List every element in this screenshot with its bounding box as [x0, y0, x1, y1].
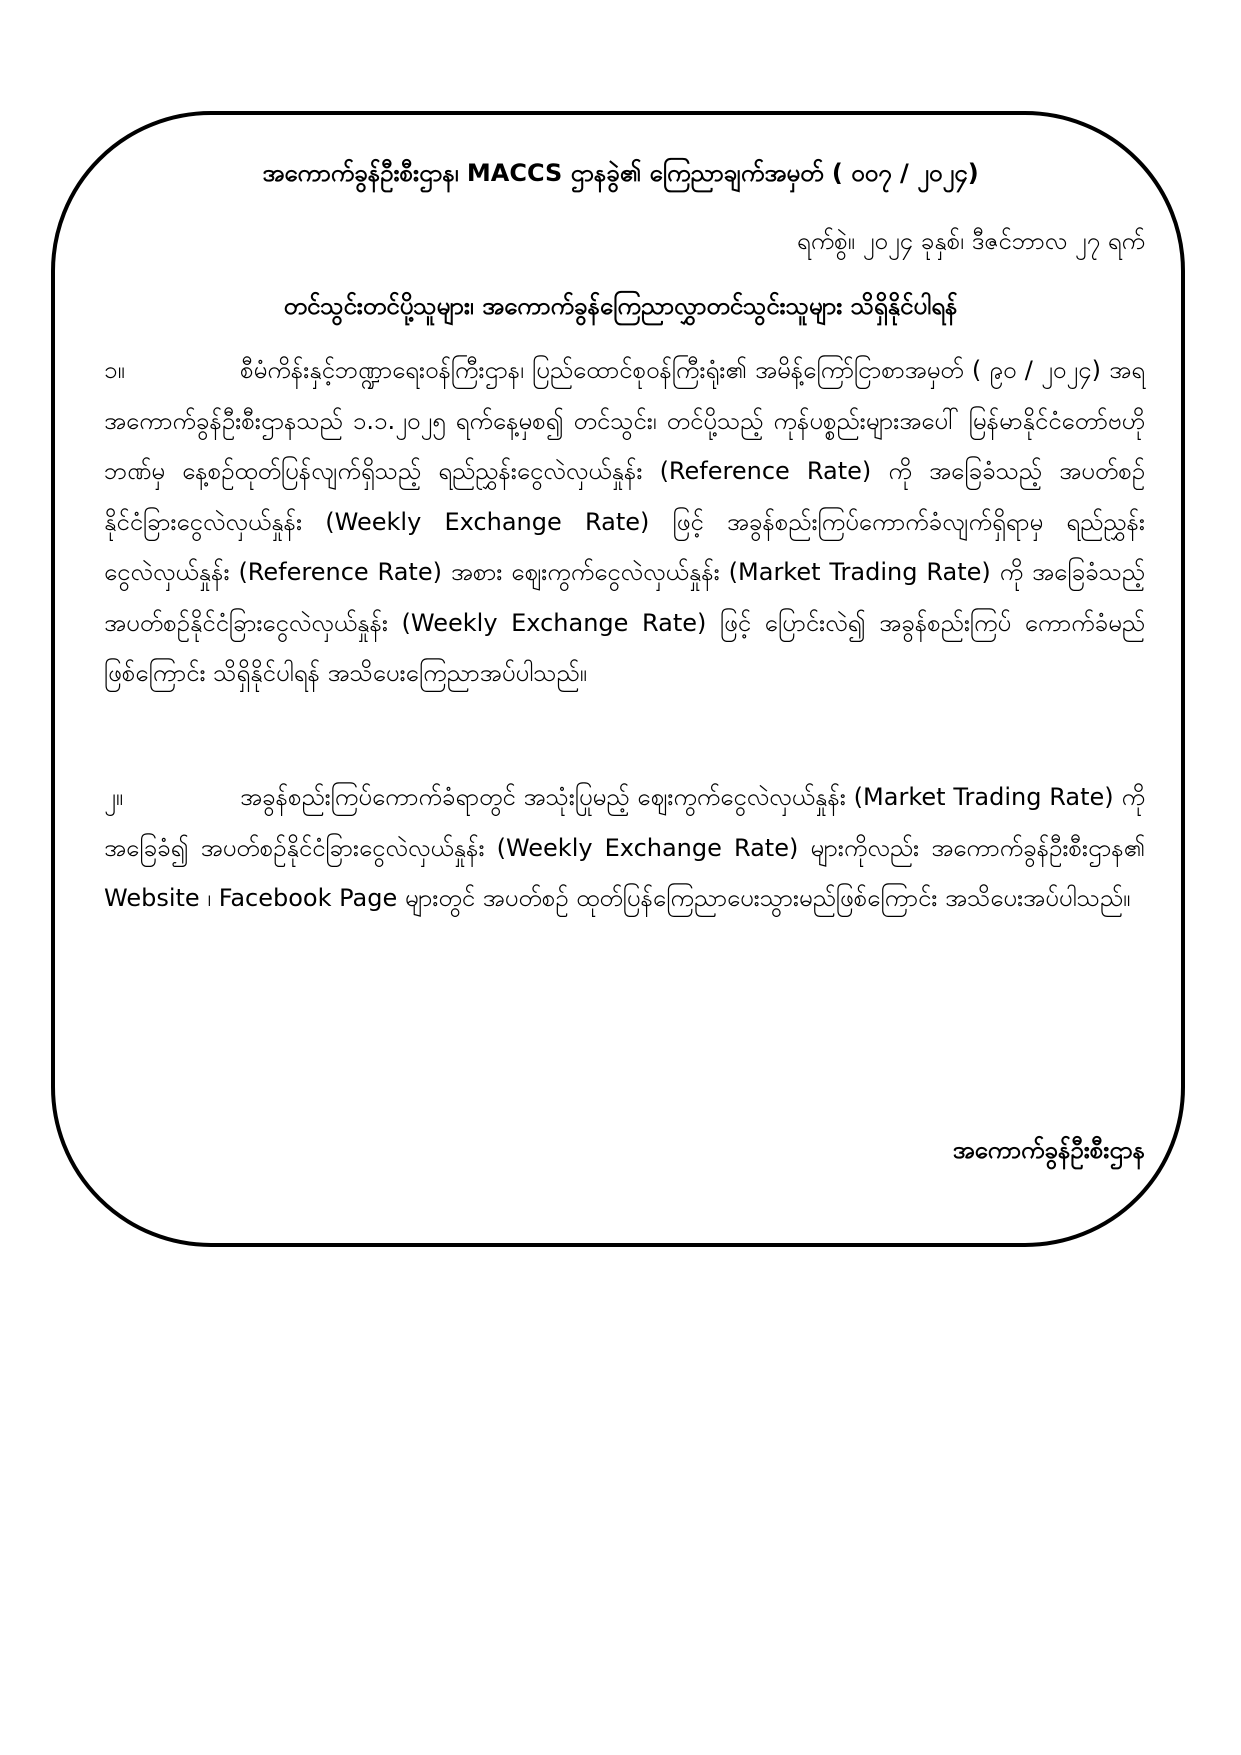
signature: အကောက်ခွန်ဦးစီးဌာန — [952, 1136, 1145, 1164]
paragraph-text: စီမံကိန်းနှင့်ဘဏ္ဍာရေးဝန်ကြီးဌာန၊ ပြည်ထောင်စုဝန်ကြီးရုံး၏ အမိန့်ကြော်ငြာစာအမှတ် ( ၉၀ / ၂၀၂၄) အရ အကောက်ခွန်ဦးစီးဌာနသည် ၁.၁.၂၀၂၅ ရက်နေ့မှစ၍ တင်သွင်း၊ တင်ပို့သည့် ကုန်ပစ္စည်းများအပေါ် မြန်မာနိုင်ငံတော်ဗဟိုဘဏ်မှ နေ့စဉ်ထုတ်ပြန်လျက်ရှိသည့် ရည်ညွှန်းငွေလဲလှယ်နှုန်း (Reference Rate) ကို အခြေခံသည့် အပတ်စဉ်နိုင်ငံခြားငွေလဲလှယ်နှုန်း (Weekly Exchange Rate) ဖြင့် အခွန်စည်းကြပ်ကောက်ခံလျက်ရှိရာမှ ရည်ညွှန်းငွေလဲလှယ်နှုန်း (Reference Rate) အစား ဈေးကွက်ငွေလဲလှယ်နှုန်း (Market Trading Rate) ကို အခြေခံသည့် အပတ်စဉ်နိုင်ငံခြားငွေလဲလှယ်နှုန်း (Weekly Exchange Rate) ဖြင့် ပြောင်းလဲ၍ အခွန်စည်းကြပ် ကောက်ခံမည်ဖြစ်ကြောင်း သိရှိနိုင်ပါရန် အသိပေးကြေညာအပ်ပါသည်။ — [104, 356, 1145, 687]
paragraph-number: ၂။ — [104, 783, 124, 811]
paragraph-1 — [104, 345, 1145, 699]
paragraph-text: အခွန်စည်းကြပ်ကောက်ခံရာတွင် အသုံးပြုမည့် ဈေးကွက်ငွေလဲလှယ်နှုန်း (Market Trading Rate) ကို အခြေခံ၍ အပတ်စဉ်နိုင်ငံခြားငွေလဲလှယ်နှုန်း (Weekly Exchange Rate) များကိုလည်း အကောက်ခွန်ဦးစီးဌာန၏ Website ၊ Facebook Page များတွင် အပတ်စဉ် ထုတ်ပြန်ကြေညာပေးသွားမည်ဖြစ်ကြောင်း အသိပေးအပ်ပါသည်။ — [104, 783, 1145, 912]
paragraph-2 — [104, 772, 1145, 924]
notice-date: ရက်စွဲ။ ၂၀၂၄ ခုနှစ်၊ ဒီဇင်ဘာလ ၂၇ ရက် — [796, 227, 1145, 255]
paragraph-number: ၁။ — [104, 356, 125, 384]
notice-title: အကောက်ခွန်ဦးစီးဌာန၊ MACCS ဌာနခွဲ၏ ကြေညာချက်အမှတ် ( ၀၀၇ / ၂၀၂၄) — [262, 159, 979, 187]
notice-subject: တင်သွင်းတင်ပို့သူများ၊ အကောက်ခွန်ကြေညာလွှာတင်သွင်းသူများ သိရှိနိုင်ပါရန် — [283, 292, 958, 320]
